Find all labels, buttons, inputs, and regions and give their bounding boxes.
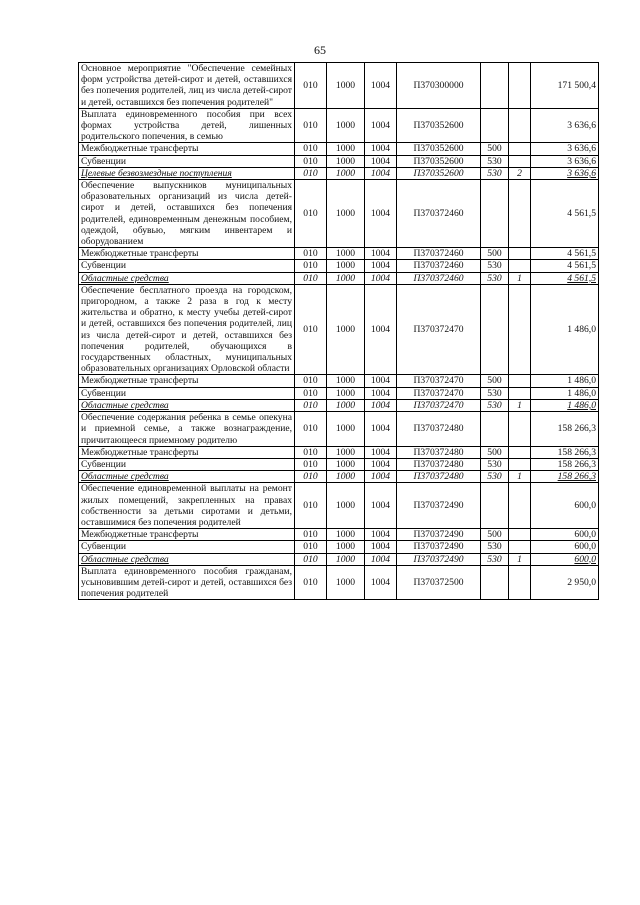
section-code-cell: 1000: [327, 108, 365, 143]
funding-source-code-cell: [509, 387, 531, 399]
row-name-cell: Основное мероприятие "Обеспечение семейных форм устройства детей-сирот и детей, оставшихся без попечения родителей, лиц из числа детей-сирот и детей, оставшихся без попечения родителей": [79, 63, 295, 109]
table-row: [79, 458, 599, 470]
amount-cell: 3 636,6: [531, 108, 599, 143]
dept-code-cell: 010: [295, 553, 327, 565]
dept-code-cell: 010: [295, 458, 327, 470]
subsection-code-cell: 1004: [365, 375, 397, 387]
row-name-cell: Выплата единовременного пособия при всех формах устройства детей, лишенных родительского попечения, в семью: [79, 108, 295, 143]
section-code-cell: 1000: [327, 375, 365, 387]
subsection-code-cell: 1004: [365, 458, 397, 470]
table-row: [79, 412, 599, 447]
amount-cell: 171 500,4: [531, 63, 599, 109]
budget-table-body: [79, 63, 599, 600]
row-name-cell: Межбюджетные трансферты: [79, 143, 295, 155]
expense-type-code-cell: [481, 108, 509, 143]
section-code-cell: 1000: [327, 180, 365, 248]
subsection-code-cell: 1004: [365, 471, 397, 483]
subsection-code-cell: 1004: [365, 284, 397, 375]
funding-source-code-cell: [509, 284, 531, 375]
target-article-code-cell: П370372500: [397, 565, 481, 600]
row-name-cell: Областные средства: [79, 553, 295, 565]
section-code-cell: 1000: [327, 446, 365, 458]
row-name-cell: Межбюджетные трансферты: [79, 529, 295, 541]
amount-cell: 600,0: [531, 483, 599, 529]
target-article-code-cell: П370372470: [397, 399, 481, 411]
target-article-code-cell: П370300000: [397, 63, 481, 109]
funding-source-code-cell: [509, 541, 531, 553]
section-code-cell: 1000: [327, 260, 365, 272]
table-row: [79, 553, 599, 565]
row-name-cell: Областные средства: [79, 272, 295, 284]
section-code-cell: 1000: [327, 529, 365, 541]
funding-source-code-cell: 2: [509, 167, 531, 179]
dept-code-cell: 010: [295, 387, 327, 399]
table-row: [79, 284, 599, 375]
subsection-code-cell: 1004: [365, 272, 397, 284]
amount-cell: 600,0: [531, 541, 599, 553]
table-row: [79, 375, 599, 387]
target-article-code-cell: П370372470: [397, 387, 481, 399]
table-row: [79, 399, 599, 411]
amount-cell: 1 486,0: [531, 387, 599, 399]
section-code-cell: 1000: [327, 553, 365, 565]
funding-source-code-cell: [509, 375, 531, 387]
section-code-cell: 1000: [327, 284, 365, 375]
row-name-cell: Обеспечение выпускников муниципальных образовательных организаций из числа детей-сирот и детей, оставшихся без попечения родителей, единовременным денежным пособием, одеждой, обувью, мягким инвентарем и оборудованием: [79, 180, 295, 248]
target-article-code-cell: П370372490: [397, 483, 481, 529]
funding-source-code-cell: [509, 260, 531, 272]
expense-type-code-cell: [481, 284, 509, 375]
section-code-cell: 1000: [327, 63, 365, 109]
row-name-cell: Субвенции: [79, 541, 295, 553]
target-article-code-cell: П370372480: [397, 471, 481, 483]
row-name-cell: Межбюджетные трансферты: [79, 446, 295, 458]
dept-code-cell: 010: [295, 375, 327, 387]
amount-cell: 4 561,5: [531, 260, 599, 272]
amount-cell: 3 636,6: [531, 143, 599, 155]
section-code-cell: 1000: [327, 458, 365, 470]
dept-code-cell: 010: [295, 529, 327, 541]
row-name-cell: Целевые безвозмездные поступления: [79, 167, 295, 179]
dept-code-cell: 010: [295, 471, 327, 483]
subsection-code-cell: 1004: [365, 180, 397, 248]
dept-code-cell: 010: [295, 541, 327, 553]
amount-cell: 158 266,3: [531, 458, 599, 470]
row-name-cell: Субвенции: [79, 155, 295, 167]
table-row: [79, 143, 599, 155]
table-row: [79, 483, 599, 529]
funding-source-code-cell: [509, 483, 531, 529]
expense-type-code-cell: 530: [481, 553, 509, 565]
row-name-cell: Субвенции: [79, 260, 295, 272]
section-code-cell: 1000: [327, 167, 365, 179]
dept-code-cell: 010: [295, 63, 327, 109]
table-row: [79, 155, 599, 167]
section-code-cell: 1000: [327, 412, 365, 447]
expense-type-code-cell: [481, 565, 509, 600]
target-article-code-cell: П370372460: [397, 260, 481, 272]
target-article-code-cell: П370352600: [397, 108, 481, 143]
expense-type-code-cell: 500: [481, 446, 509, 458]
amount-cell: 158 266,3: [531, 471, 599, 483]
amount-cell: 1 486,0: [531, 284, 599, 375]
section-code-cell: 1000: [327, 565, 365, 600]
amount-cell: 1 486,0: [531, 375, 599, 387]
target-article-code-cell: П370372490: [397, 553, 481, 565]
subsection-code-cell: 1004: [365, 553, 397, 565]
table-row: [79, 248, 599, 260]
funding-source-code-cell: [509, 529, 531, 541]
expense-type-code-cell: 530: [481, 399, 509, 411]
amount-cell: 2 950,0: [531, 565, 599, 600]
target-article-code-cell: П370352600: [397, 143, 481, 155]
subsection-code-cell: 1004: [365, 167, 397, 179]
funding-source-code-cell: [509, 180, 531, 248]
amount-cell: 1 486,0: [531, 399, 599, 411]
funding-source-code-cell: 1: [509, 272, 531, 284]
table-row: [79, 446, 599, 458]
expense-type-code-cell: 500: [481, 248, 509, 260]
dept-code-cell: 010: [295, 284, 327, 375]
section-code-cell: 1000: [327, 483, 365, 529]
expense-type-code-cell: 530: [481, 471, 509, 483]
target-article-code-cell: П370372470: [397, 284, 481, 375]
funding-source-code-cell: [509, 248, 531, 260]
expense-type-code-cell: 530: [481, 541, 509, 553]
funding-source-code-cell: [509, 458, 531, 470]
expense-type-code-cell: [481, 412, 509, 447]
target-article-code-cell: П370372460: [397, 248, 481, 260]
expense-type-code-cell: 530: [481, 155, 509, 167]
table-row: [79, 260, 599, 272]
row-name-cell: Межбюджетные трансферты: [79, 248, 295, 260]
expense-type-code-cell: [481, 180, 509, 248]
subsection-code-cell: 1004: [365, 387, 397, 399]
target-article-code-cell: П370372460: [397, 180, 481, 248]
expense-type-code-cell: [481, 63, 509, 109]
section-code-cell: 1000: [327, 399, 365, 411]
expense-type-code-cell: 500: [481, 375, 509, 387]
subsection-code-cell: 1004: [365, 260, 397, 272]
row-name-cell: Обеспечение бесплатного проезда на городском, пригородном, а также 2 раза в год к месту жительства и обратно, к месту учебы детей-сирот и детей, оставшихся без попечения родителей, лиц из числа детей-сирот и детей, оставшихся без попечения родителей, обучающихся в государственных областных, муниципальных образовательных организациях Орловской области: [79, 284, 295, 375]
table-row: [79, 541, 599, 553]
target-article-code-cell: П370372480: [397, 446, 481, 458]
section-code-cell: 1000: [327, 248, 365, 260]
row-name-cell: Обеспечение содержания ребенка в семье опекуна и приемной семье, а также вознаграждение, причитающееся приемному родителю: [79, 412, 295, 447]
table-row: [79, 565, 599, 600]
subsection-code-cell: 1004: [365, 483, 397, 529]
table-row: [79, 108, 599, 143]
table-row: [79, 471, 599, 483]
target-article-code-cell: П370352600: [397, 167, 481, 179]
dept-code-cell: 010: [295, 108, 327, 143]
dept-code-cell: 010: [295, 565, 327, 600]
dept-code-cell: 010: [295, 399, 327, 411]
target-article-code-cell: П370372490: [397, 529, 481, 541]
row-name-cell: Областные средства: [79, 471, 295, 483]
section-code-cell: 1000: [327, 155, 365, 167]
funding-source-code-cell: [509, 412, 531, 447]
funding-source-code-cell: 1: [509, 399, 531, 411]
expense-type-code-cell: [481, 483, 509, 529]
amount-cell: 158 266,3: [531, 446, 599, 458]
budget-table: [78, 62, 599, 600]
subsection-code-cell: 1004: [365, 248, 397, 260]
expense-type-code-cell: 530: [481, 272, 509, 284]
target-article-code-cell: П370372480: [397, 412, 481, 447]
subsection-code-cell: 1004: [365, 63, 397, 109]
subsection-code-cell: 1004: [365, 143, 397, 155]
amount-cell: 4 561,5: [531, 248, 599, 260]
subsection-code-cell: 1004: [365, 399, 397, 411]
row-name-cell: Выплата единовременного пособия гражданам, усыновившим детей-сирот и детей, оставшихся без попечения родителей: [79, 565, 295, 600]
table-row: [79, 272, 599, 284]
amount-cell: 4 561,5: [531, 272, 599, 284]
target-article-code-cell: П370372460: [397, 272, 481, 284]
table-row: [79, 387, 599, 399]
amount-cell: 3 636,6: [531, 167, 599, 179]
dept-code-cell: 010: [295, 155, 327, 167]
subsection-code-cell: 1004: [365, 565, 397, 600]
funding-source-code-cell: [509, 155, 531, 167]
section-code-cell: 1000: [327, 143, 365, 155]
funding-source-code-cell: [509, 446, 531, 458]
subsection-code-cell: 1004: [365, 446, 397, 458]
dept-code-cell: 010: [295, 446, 327, 458]
dept-code-cell: 010: [295, 412, 327, 447]
dept-code-cell: 010: [295, 483, 327, 529]
dept-code-cell: 010: [295, 248, 327, 260]
dept-code-cell: 010: [295, 143, 327, 155]
table-row: [79, 180, 599, 248]
funding-source-code-cell: 1: [509, 471, 531, 483]
funding-source-code-cell: [509, 143, 531, 155]
table-row: [79, 167, 599, 179]
subsection-code-cell: 1004: [365, 412, 397, 447]
dept-code-cell: 010: [295, 260, 327, 272]
amount-cell: 4 561,5: [531, 180, 599, 248]
amount-cell: 600,0: [531, 553, 599, 565]
funding-source-code-cell: 1: [509, 553, 531, 565]
expense-type-code-cell: 500: [481, 143, 509, 155]
target-article-code-cell: П370372490: [397, 541, 481, 553]
subsection-code-cell: 1004: [365, 529, 397, 541]
target-article-code-cell: П370372470: [397, 375, 481, 387]
section-code-cell: 1000: [327, 387, 365, 399]
row-name-cell: Обеспечение единовременной выплаты на ремонт жилых помещений, закрепленных на правах собственности за детьми сиротами и детьми, оставшимися без попечения родителей: [79, 483, 295, 529]
subsection-code-cell: 1004: [365, 155, 397, 167]
subsection-code-cell: 1004: [365, 108, 397, 143]
table-row: [79, 529, 599, 541]
row-name-cell: Субвенции: [79, 387, 295, 399]
target-article-code-cell: П370372480: [397, 458, 481, 470]
amount-cell: 158 266,3: [531, 412, 599, 447]
dept-code-cell: 010: [295, 167, 327, 179]
section-code-cell: 1000: [327, 471, 365, 483]
expense-type-code-cell: 530: [481, 458, 509, 470]
funding-source-code-cell: [509, 63, 531, 109]
target-article-code-cell: П370352600: [397, 155, 481, 167]
section-code-cell: 1000: [327, 272, 365, 284]
dept-code-cell: 010: [295, 272, 327, 284]
expense-type-code-cell: 530: [481, 387, 509, 399]
row-name-cell: Областные средства: [79, 399, 295, 411]
page-number: 65: [314, 43, 326, 57]
section-code-cell: 1000: [327, 541, 365, 553]
expense-type-code-cell: 530: [481, 260, 509, 272]
dept-code-cell: 010: [295, 180, 327, 248]
funding-source-code-cell: [509, 565, 531, 600]
expense-type-code-cell: 500: [481, 529, 509, 541]
row-name-cell: Субвенции: [79, 458, 295, 470]
expense-type-code-cell: 530: [481, 167, 509, 179]
funding-source-code-cell: [509, 108, 531, 143]
amount-cell: 3 636,6: [531, 155, 599, 167]
amount-cell: 600,0: [531, 529, 599, 541]
row-name-cell: Межбюджетные трансферты: [79, 375, 295, 387]
table-row: [79, 63, 599, 109]
subsection-code-cell: 1004: [365, 541, 397, 553]
